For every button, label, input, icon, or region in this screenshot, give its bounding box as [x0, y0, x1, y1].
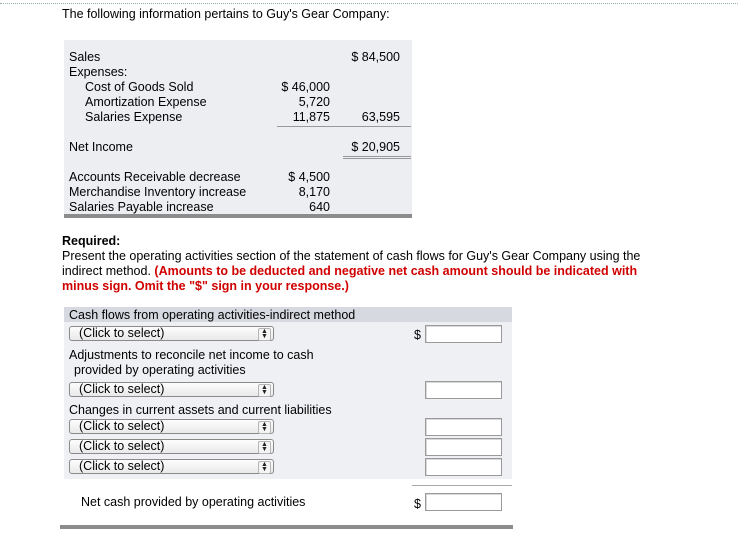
salaries-value: 11,875: [292, 110, 330, 124]
required-red-text-1: (Amounts to be deducted and negative net cash amount should be indicated with: [154, 264, 638, 278]
required-line-1: Present the operating activities section of the statement of cash flows for Guy's Gear Company using the: [62, 249, 641, 263]
net-income-input[interactable]: [425, 325, 502, 343]
expenses-underline: [277, 126, 411, 127]
change-select-2[interactable]: [69, 439, 274, 454]
salaries-label: Salaries Expense: [85, 110, 183, 124]
updown-arrows-icon: ▲ ▼: [258, 384, 271, 397]
top-dotted-border: [0, 3, 738, 4]
required-plain-text: indirect method.: [62, 264, 151, 278]
select-text: (Click to select): [79, 419, 165, 433]
inventory-label: Merchandise Inventory increase: [69, 185, 247, 199]
select-text: (Click to select): [79, 326, 165, 340]
changes-label: Changes in current assets and current liabilities: [69, 403, 332, 417]
net-cash-label: Net cash provided by operating activities: [81, 495, 306, 509]
adjustment-input[interactable]: [425, 381, 502, 399]
change-input-3[interactable]: [425, 458, 502, 476]
table-bottom-rule: [64, 214, 412, 218]
amortization-value: 5,720: [298, 95, 330, 109]
select-text: (Click to select): [79, 459, 165, 473]
dollar-sign-2: $: [414, 497, 421, 511]
net-income-underline-2: [343, 158, 411, 159]
required-heading: Required:: [62, 234, 121, 248]
expenses-label: Expenses:: [69, 65, 128, 79]
updown-arrows-icon: ▲ ▼: [258, 421, 271, 434]
dollar-sign-1: $: [414, 328, 421, 342]
net-income-value: $ 20,905: [351, 140, 400, 154]
form-header: Cash flows from operating activities-indirect method: [69, 308, 356, 322]
select-text: (Click to select): [79, 439, 165, 453]
net-income-underline-1: [343, 156, 411, 157]
select-text: (Click to select): [79, 382, 165, 396]
ar-label: Accounts Receivable decrease: [69, 170, 241, 184]
salaries-payable-value: 640: [309, 200, 330, 214]
change-input-1[interactable]: [425, 418, 502, 436]
change-input-2[interactable]: [425, 438, 502, 456]
form-bottom-rule: [60, 525, 513, 529]
cogs-label: Cost of Goods Sold: [85, 80, 194, 94]
updown-arrows-icon: ▲ ▼: [258, 461, 271, 474]
sales-label: Sales: [69, 50, 101, 64]
intro-text: The following information pertains to Guy's Gear Company:: [62, 7, 390, 21]
cogs-value: $ 46,000: [281, 80, 330, 94]
change-select-3[interactable]: [69, 459, 274, 474]
change-select-1[interactable]: [69, 419, 274, 434]
adjustments-label-1: Adjustments to reconcile net income to cash: [69, 348, 314, 362]
inventory-value: 8,170: [298, 185, 330, 199]
required-line-2: [62, 264, 637, 278]
updown-arrows-icon: ▲ ▼: [258, 441, 271, 454]
amortization-label: Amortization Expense: [85, 95, 207, 109]
total-expenses-value: 63,595: [361, 110, 400, 124]
salaries-payable-label: Salaries Payable increase: [69, 200, 214, 214]
adjustment-select[interactable]: [69, 382, 274, 397]
net-income-select[interactable]: [69, 326, 274, 341]
sales-value: $ 84,500: [351, 50, 400, 64]
total-line: [412, 485, 512, 486]
adjustments-label-2: provided by operating activities: [74, 363, 246, 377]
updown-arrows-icon: ▲ ▼: [258, 328, 271, 341]
net-cash-input[interactable]: [425, 493, 502, 511]
net-income-label: Net Income: [69, 140, 133, 154]
ar-value: $ 4,500: [288, 170, 330, 184]
required-red-text-2: minus sign. Omit the "$" sign in your response.): [62, 279, 349, 293]
